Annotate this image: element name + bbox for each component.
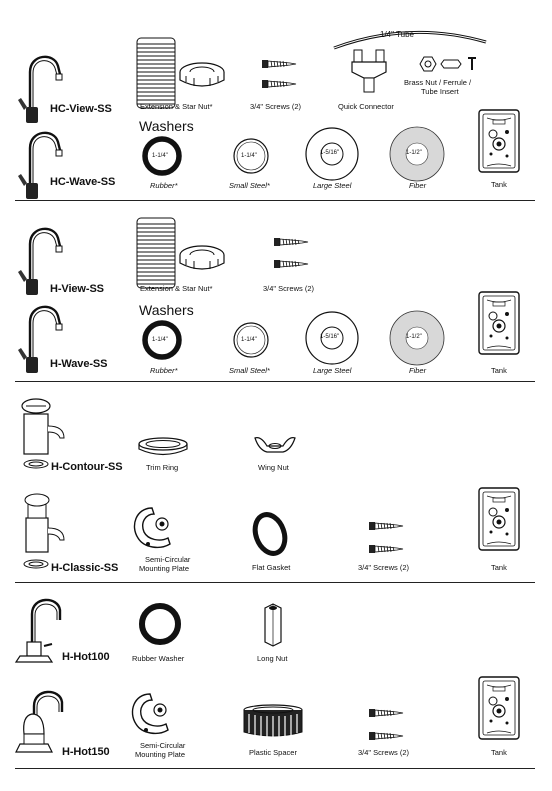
- washer-large-steel-label-1: Large Steel: [313, 181, 352, 190]
- washer-rubber-size-2: 1-1/4": [152, 337, 168, 343]
- washers-heading-2: Washers: [139, 302, 194, 318]
- model-h-contour-ss: H-Contour-SS: [51, 461, 123, 473]
- flat-gasket-caption: Flat Gasket: [252, 563, 291, 572]
- section-divider-2: [15, 381, 535, 382]
- rubber-washer-image: [138, 602, 182, 646]
- mounting-plate-caption-2b: Mounting Plate: [135, 750, 186, 759]
- plastic-spacer-caption: Plastic Spacer: [249, 748, 297, 757]
- faucet-hc-wave-image: [20, 128, 68, 200]
- section-divider-4: [15, 768, 535, 769]
- tank-image-4: [479, 677, 521, 741]
- washer-large-steel-label-2: Large Steel: [313, 366, 352, 375]
- tank-caption-4: Tank: [491, 748, 507, 757]
- washer-rubber-size-1: 1-1/4": [152, 153, 168, 159]
- washers-heading-1: Washers: [139, 118, 194, 134]
- model-h-hot100: H-Hot100: [62, 651, 110, 663]
- section-divider-1: [15, 200, 535, 201]
- model-hc-view-ss: HC-View-SS: [50, 103, 112, 115]
- washer-small-steel-size-2: 1-1/4": [241, 337, 257, 343]
- washer-fiber-size-2: 1-1/2": [406, 334, 422, 340]
- model-h-wave-ss: H-Wave-SS: [50, 358, 108, 370]
- mounting-plate-caption-2a: Semi-Circular: [140, 741, 186, 750]
- washer-small-steel-size-1: 1-1/4": [241, 153, 257, 159]
- extension-coil-image-2: [137, 218, 177, 290]
- tank-caption-3: Tank: [491, 563, 507, 572]
- extension-caption-2: Extension & Star Nut*: [140, 284, 213, 293]
- mounting-plate-caption-1a: Semi-Circular: [145, 555, 191, 564]
- star-nut-image-2: [180, 245, 226, 275]
- screws-image: [262, 60, 302, 92]
- mounting-plate-caption-1b: Mounting Plate: [139, 564, 190, 573]
- trim-ring-image: [137, 436, 189, 458]
- section-divider-3: [15, 582, 535, 583]
- brass-nut-ferrule-insert-image: [418, 54, 478, 74]
- model-h-classic-ss: H-Classic-SS: [51, 562, 119, 574]
- tank-image-3: [479, 488, 521, 552]
- mounting-plate-image-2: [128, 690, 178, 740]
- screws-image-2: [274, 238, 314, 270]
- extension-coil-image: [137, 38, 177, 110]
- washer-large-steel-size-1: 1-5/16": [320, 150, 340, 156]
- quick-connector-caption: Quick Connector: [338, 102, 394, 111]
- rubber-washer-caption: Rubber Washer: [132, 654, 185, 663]
- star-nut-image: [180, 62, 226, 92]
- washer-fiber-size-1: 1-1/2": [406, 150, 422, 156]
- wing-nut-caption: Wing Nut: [258, 463, 289, 472]
- washer-large-steel-size-2: 1-5/16": [320, 334, 340, 340]
- long-nut-image: [262, 604, 284, 646]
- extension-caption: Extension & Star Nut*: [140, 102, 213, 111]
- flat-gasket-image: [248, 512, 292, 556]
- faucet-h-classic-image: [18, 490, 72, 572]
- washer-rubber-label-1: Rubber*: [150, 181, 178, 190]
- screws-image-3: [369, 522, 409, 556]
- model-h-hot150: H-Hot150: [62, 746, 110, 758]
- washer-small-steel-label-2: Small Steel*: [229, 366, 270, 375]
- screws-caption-4: 3/4" Screws (2): [358, 748, 410, 757]
- brass-nut-caption-2: Tube Insert: [421, 87, 459, 96]
- washer-rubber-label-2: Rubber*: [150, 366, 178, 375]
- washer-fiber-label-2: Fiber: [409, 366, 427, 375]
- quick-connector-image: [350, 50, 390, 94]
- brass-nut-caption: Brass Nut / Ferrule /: [404, 78, 472, 87]
- model-hc-wave-ss: HC-Wave-SS: [50, 176, 116, 188]
- tube-caption: 1/4" Tube: [380, 30, 414, 39]
- faucet-h-hot150-image: [18, 686, 68, 760]
- long-nut-caption: Long Nut: [257, 654, 288, 663]
- plastic-spacer-image: [241, 702, 305, 740]
- tank-caption-2: Tank: [491, 366, 507, 375]
- faucet-h-contour-image: [18, 396, 72, 470]
- tank-image-1: [479, 110, 521, 174]
- mounting-plate-image-1: [130, 504, 176, 554]
- faucet-h-hot100-image: [18, 596, 66, 668]
- tank-image-2: [479, 292, 521, 356]
- washer-fiber-label-1: Fiber: [409, 181, 427, 190]
- trim-ring-caption: Trim Ring: [146, 463, 179, 472]
- screws-image-4: [369, 708, 409, 742]
- screws-caption-3: 3/4" Screws (2): [358, 563, 410, 572]
- tank-caption-1: Tank: [491, 180, 507, 189]
- washer-small-steel-label-1: Small Steel*: [229, 181, 270, 190]
- wing-nut-image: [253, 434, 297, 456]
- model-h-view-ss: H-View-SS: [50, 283, 104, 295]
- screws-caption-2: 3/4" Screws (2): [263, 284, 315, 293]
- screws-caption: 3/4" Screws (2): [250, 102, 302, 111]
